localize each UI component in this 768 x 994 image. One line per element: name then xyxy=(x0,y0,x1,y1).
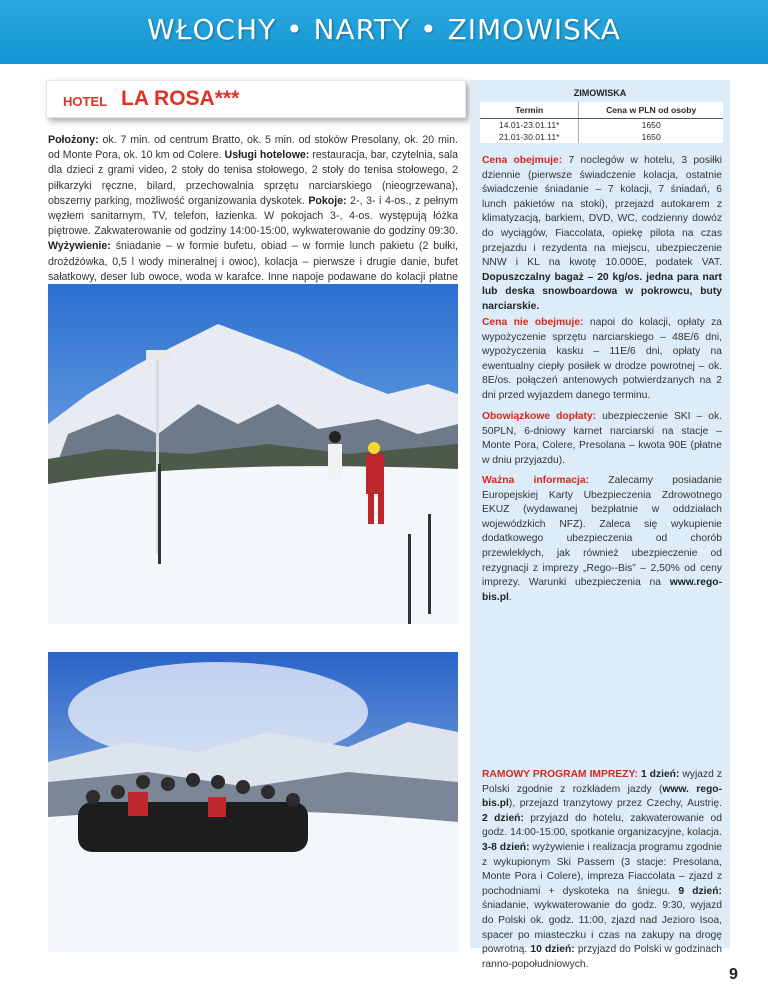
hotel-description xyxy=(48,133,458,300)
mandatory-fees xyxy=(482,410,722,468)
program-text-10: przyjazd do Polski w godzinach ranno-popołudniowych. xyxy=(482,944,722,970)
program-day-1: 1 dzień: xyxy=(638,769,680,780)
rooms-text: 2-, 3- i 4-os., z pełnym węzłem sanitarnym, TV, telefon, łazienka. W pokojach 3-, 4-os. występują łóżka piętrowe. Zakwaterowanie od godziny 14:00-15:00, wykwaterowanie do godziny 09:30. xyxy=(48,194,459,238)
program-text-1: wyjazd z Polski zgodnie z rozkładem jazdy ( xyxy=(482,769,722,795)
services-text: restauracja, bar, czytelnia, sala dla dzieci z grami video, 2 stoły do tenisa stołowego, 2 stoły do tenisa stołowego, 2 piłkarzyki ręczne, bilard, przechowalnia sprzętu narciarskiego (nieogrzewana), obszerny parking, możliwość organizowania dyskotek. xyxy=(48,149,458,207)
column-header-price: Cena w PLN od osoby xyxy=(579,102,723,119)
program-section xyxy=(482,768,722,972)
meals-text: śniadanie – w formie bufetu, obiad – w formie lunch pakietu (2 bułki, drożdżówka, 0,5 l wody mineralnej i owoc), kolacja – pierwsze i drugie danie, bufet sałatkowy, deser lub owoce, woda w karafce. Inne napoje podawane do kolacji płatne xyxy=(48,240,458,283)
services-label: Usługi hotelowe: xyxy=(224,149,310,162)
price-includes-label: Cena obejmuje: xyxy=(482,155,563,166)
rooms-label: Pokoje: xyxy=(308,194,347,207)
table-row xyxy=(480,131,723,143)
price-cell: 1650 xyxy=(641,132,661,142)
program-link[interactable]: www. rego-bis.pl xyxy=(482,783,723,810)
page-title: WŁOCHY • NARTY • ZIMOWISKA xyxy=(147,13,621,46)
important-info xyxy=(482,474,722,605)
program-text-9: śniadanie, wykwaterowanie do godz. 9:30, wyjazd do Polski ok. godz. 11:00, zjazd nad Jezioro Isoa, spacer po miasteczku i czas na zakupy na drogę powrotną. xyxy=(482,900,722,956)
meals-label: Wyżywienie: xyxy=(48,240,111,253)
program-label: RAMOWY PROGRAM IMPREZY: xyxy=(482,769,638,780)
photo-ski-slope xyxy=(48,284,458,624)
baggage-note: Dopuszczalny bagaż – 20 kg/os. jedna para nart lub deska snowboardowa w pokrowcu, buty narciarskie. xyxy=(482,271,722,312)
price-includes-text: 7 noclegów w hotelu, 3 posiłki dziennie (pierwsze świadczenie kolacja, ostatnie świadczenie śniadanie – 7 kolacji, 7 śniadań, 6 lunch pakietów na stoki), przejazd autokarem z klimatyzacją, barkiem, DVD, WC, codzienny dowóz do wyciągów, Fiaccolata, opiekę pilota na czas przejazdu i rezydenta na miejscu, ubezpieczenie NNW i KL na kwotę 10.000E, podatek VAT. xyxy=(482,155,723,269)
hotel-title-box xyxy=(46,80,466,118)
mandatory-fees-text: ubezpieczenie SKI – ok. 50PLN, 6-dniowy karnet narciarski na stacje – Monte Pora, Colere, Presolana – kwota 90E (płatne w dniu przyjazdu). xyxy=(482,411,722,466)
program-text-1b: ), przejazd tranzytowy przez Czechy, Austrię. xyxy=(508,798,722,810)
mandatory-fees-label: Obowiązkowe dopłaty: xyxy=(482,411,597,422)
important-info-text: Zalecamy posiadanie Europejskiej Karty Ubezpieczenia Zdrowotnego EKUZ (wydawanej bezpłatnie w oddziałach wojewódzkich NFZ). Zaleca się wykupienie dodatkowego ubezpieczenia od chorób przewlekłych, jak również ubezpieczenie od rezygnacji z imprezy „Rego--Bis” – 2,50% od ceny imprezy. Warunki ubezpieczenia na xyxy=(482,475,723,589)
price-excludes-label: Cena nie obejmuje: xyxy=(482,317,584,328)
term-cell: 14.01-23.01.11* xyxy=(480,119,579,132)
program-text-2: przyjazd do hotelu, zakwaterowanie od godz. 14:00-15:00, spotkanie organizacyjne, kolacja. xyxy=(482,812,722,839)
table-row xyxy=(480,119,723,132)
program-day-10: 10 dzień: xyxy=(530,944,575,956)
price-excludes-text: napoi do kolacji, opłaty za wypożyczenie sprzętu narciarskiego – 48E/6 dni, wypożyczenia kasku – 11E/6 dni, opłaty na ewentualny ciepły posiłek w drodze powrotnej – ok. 8E/os. połączeń antenowych potwierdzanych na 2 dni przed wyjazdem danego terminu. xyxy=(482,317,722,401)
location-label: Położony: xyxy=(48,134,99,146)
price-table-title: ZIMOWISKA xyxy=(573,88,627,98)
important-info-label: Ważna informacja: xyxy=(482,475,590,486)
program-day-2: 2 dzień: xyxy=(482,812,524,824)
program-day-9: 9 dzień: xyxy=(678,885,722,897)
term-cell: 21.01-30.01.11* xyxy=(480,131,579,143)
hotel-label: HOTEL xyxy=(63,94,108,109)
photo-group xyxy=(48,652,458,952)
hotel-name: LA ROSA*** xyxy=(121,87,240,110)
program-text-3: wyżywienie i realizacja programu zgodnie z wykupionym Ski Passem (3 stacje: Presolana, Monte Pora i Colere), impreza Fiaccolata – zjazd z pochodniami + dyskoteka na śniegu. xyxy=(482,841,722,897)
header-banner xyxy=(0,0,768,64)
location-text: ok. 7 min. od centrum Bratto, ok. 5 min. od stoków Presolany, ok. 20 min. od Monte Pora, ok. 10 km od Colere. xyxy=(48,134,458,162)
price-includes xyxy=(482,154,722,315)
insurance-link[interactable]: www.rego-bis.pl xyxy=(482,577,722,603)
page-number: 9 xyxy=(729,966,738,983)
important-info-end: . xyxy=(508,591,512,603)
price-excludes xyxy=(482,316,722,404)
program-day-3-8: 3-8 dzień: xyxy=(482,841,530,853)
price-table xyxy=(480,102,723,143)
column-header-term: Termin xyxy=(480,102,579,119)
price-table-header xyxy=(480,102,723,119)
price-cell: 1650 xyxy=(641,120,661,130)
